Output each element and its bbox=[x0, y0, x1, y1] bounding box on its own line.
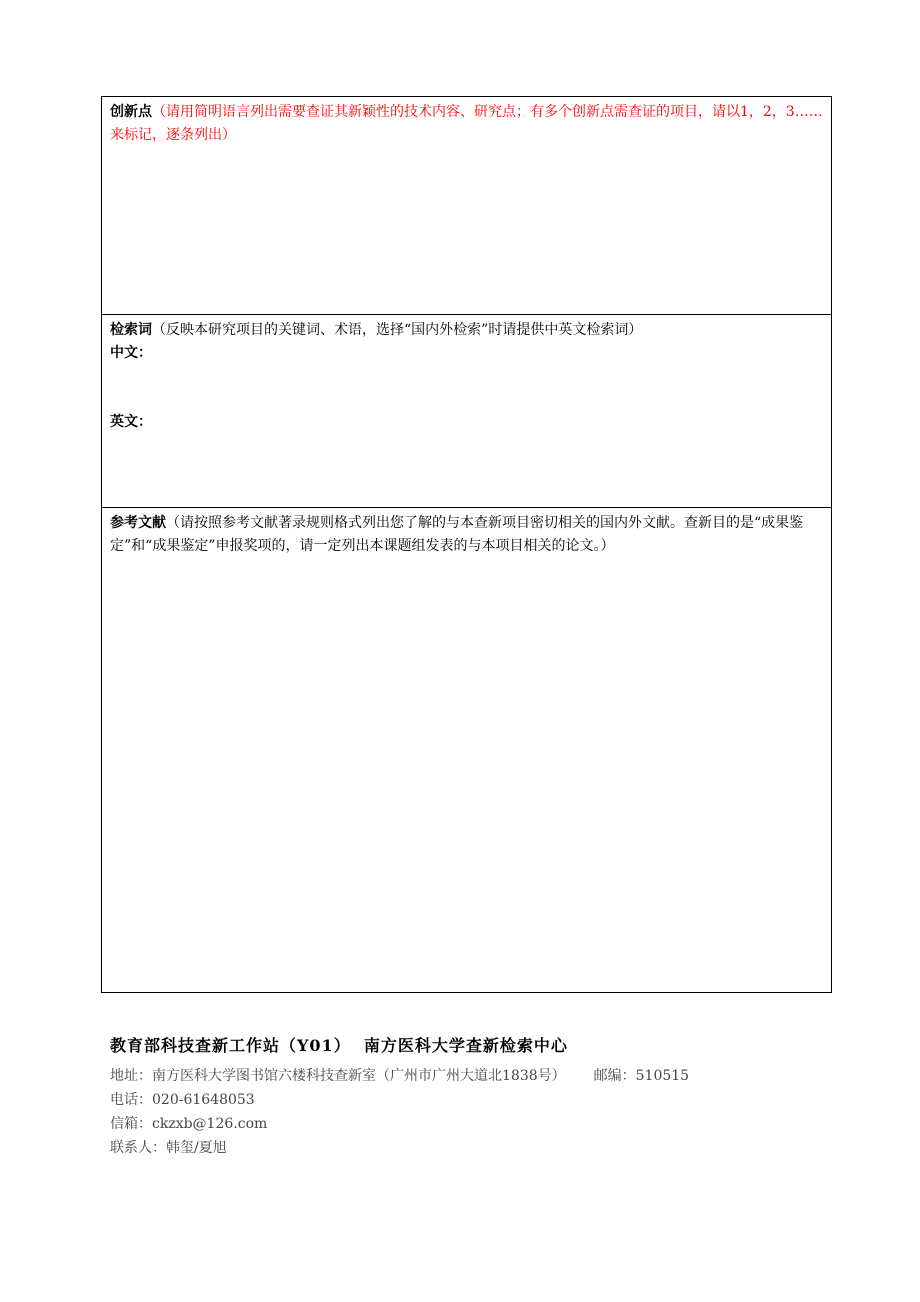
keywords-heading bbox=[110, 319, 823, 342]
email-line[interactable]: 信箱：ckzxb@126.com bbox=[110, 1116, 268, 1132]
references-heading bbox=[110, 512, 823, 558]
contact-line: 联系人：韩玺/夏旭 bbox=[110, 1140, 227, 1156]
postcode-text: 邮编：510515 bbox=[593, 1068, 690, 1084]
keywords-section[interactable] bbox=[102, 315, 831, 508]
chinese-keywords-label: 中文： bbox=[110, 345, 152, 361]
innovation-hint: （请用简明语言列出需要查证其新颖性的技术内容、研究点；有多个创新点需查证的项目，请以1，2，3……来标记，逐条列出） bbox=[110, 104, 823, 143]
keywords-label: 检索词 bbox=[110, 322, 152, 338]
references-section[interactable] bbox=[102, 508, 831, 992]
center-name: 南方医科大学查新检索中心 bbox=[363, 1036, 568, 1055]
phone-line: 电话：020-61648053 bbox=[110, 1092, 255, 1108]
references-hint: （请按照参考文献著录规则格式列出您了解的与本查新项目密切相关的国内外文献。查新目的是“成果鉴定”和“成果鉴定”申报奖项的，请一定列出本课题组发表的与本项目相关的论文。） bbox=[110, 515, 804, 554]
innovation-section[interactable] bbox=[102, 97, 831, 315]
innovation-label: 创新点 bbox=[110, 104, 152, 120]
innovation-heading bbox=[110, 101, 823, 147]
contact-footer bbox=[110, 1034, 830, 1160]
address-text: 地址：南方医科大学图书馆六楼科技查新室（广州市广州大道北1838号） bbox=[110, 1068, 566, 1084]
query-form-table bbox=[101, 96, 832, 993]
footer-title bbox=[110, 1034, 830, 1058]
station-name: 教育部科技查新工作站（Y01） bbox=[110, 1036, 351, 1055]
keywords-hint: （反映本研究项目的关键词、术语，选择“国内外检索”时请提供中英文检索词） bbox=[152, 322, 643, 338]
english-keywords-label: 英文： bbox=[110, 414, 152, 430]
references-label: 参考文献 bbox=[110, 515, 166, 531]
address-line bbox=[110, 1064, 830, 1088]
